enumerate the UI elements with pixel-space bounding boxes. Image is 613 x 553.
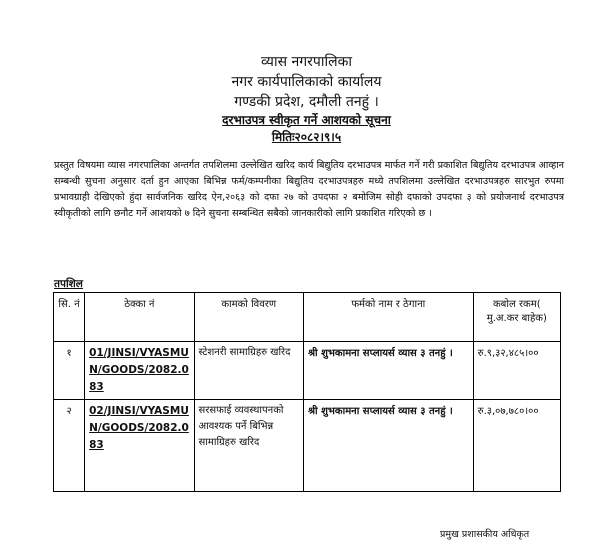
row-sn: १ xyxy=(54,342,85,400)
signature-title: प्रमुख प्रशासकीय अधिकृत xyxy=(440,529,530,540)
header-work-desc: कामको विवरण xyxy=(194,293,303,342)
office-name: व्यास नगरपालिका xyxy=(261,54,352,70)
row-firm: श्री शुभकामना सप्लायर्स व्यास ३ तनहुं । xyxy=(303,400,473,492)
table-header-row xyxy=(54,293,561,342)
row-sn: २ xyxy=(54,400,85,492)
table-row xyxy=(54,400,561,492)
header-sn: सि. नं xyxy=(54,293,85,342)
row-amount: रु.९,३२,४८५।०० xyxy=(473,342,560,400)
row-amount: रु.३,०७,७८०।०० xyxy=(473,400,560,492)
row-work-desc: सरसफाई व्यवस्थापनको आवश्यक पर्ने बिभिन्न सामाग्रिहरु खरिद xyxy=(194,400,303,492)
office-address: गण्डकी प्रदेश, दमौली तनहुं । xyxy=(234,94,379,110)
header-firm: फर्मको नाम र ठेगाना xyxy=(303,293,473,342)
notice-title: दरभाउपत्र स्वीकृत गर्ने आशयको सूचना xyxy=(222,113,391,127)
row-firm: श्री शुभकामना सप्लायर्स व्यास ३ तनहुं । xyxy=(303,342,473,400)
row-contract-no: 02/JINSI/VYASMUN/GOODS/2082.083 xyxy=(85,400,194,492)
notice-date: मितिः२०८२।९।५ xyxy=(271,130,342,144)
row-contract-no: 01/JINSI/VYASMUN/GOODS/2082.083 xyxy=(85,342,194,400)
tapasil-heading: तपशिल xyxy=(54,278,83,290)
header-contract-no: ठेक्का नं xyxy=(85,293,194,342)
details-table xyxy=(53,292,561,492)
row-work-desc: स्टेशनरी सामाग्रिहरु खरिद xyxy=(194,342,303,400)
header-amount: कबोल रकम( मु.अ.कर बाहेक) xyxy=(473,293,560,342)
table-row xyxy=(54,342,561,400)
notice-body: प्रस्तुत विषयमा व्यास नगरपालिका अन्तर्गत तपशिलमा उल्लेखित खरिद कार्य बिद्युतिय दरभाउपत्र मार्फत गर्ने गरी प्रकाशित बिद्युतिय दरभाउपत्र आव्हान सम्बन्धी सुचना अनुसार दर्ता हुन आएका बिभिन्न फर्म/कम्पनीका बिद्युतिय दरभाउपत्रहरु मध्ये तपशिलमा उल्लेखित दरभाउपत्रहरु सारभुत रुपमा प्रभावग्राही देखिएको हुंदा सार्वजनिक खरिद ऐन,२०६३ को दफा २७ को उपदफा २ बमोजिम सोही दफाको उपदफा ३ को प्रयोजनार्थ दरभाउपत्र स्वीकृतीको लागि छनौट गर्ने आशयको ७ दिने सुचना सम्बन्धित सबैको जानकारीको लागि प्रकाशित गरिएको छ । xyxy=(54,160,564,219)
office-subtitle: नगर कार्यपालिकाको कार्यालय xyxy=(231,74,382,90)
